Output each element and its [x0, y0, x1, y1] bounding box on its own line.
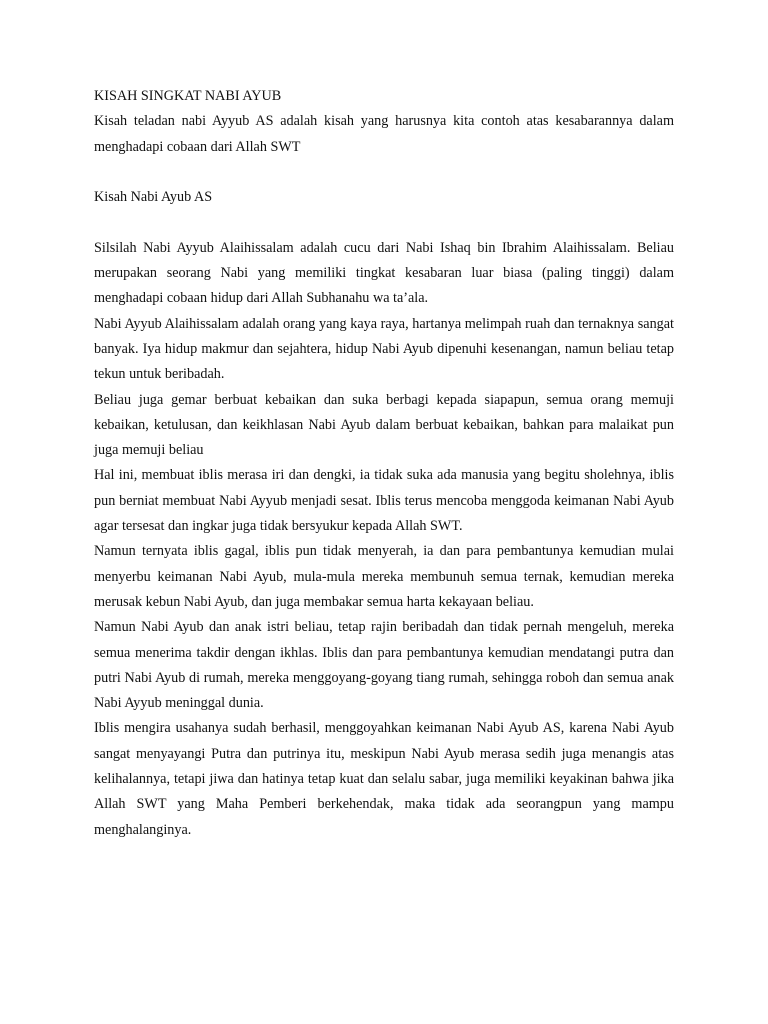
body-paragraph: Hal ini, membuat iblis merasa iri dan dengki, ia tidak suka ada manusia yang begitu sholehnya, iblis pun berniat membuat Nabi Ayyub menjadi sesat. Iblis terus mencoba menggoda keimanan Nabi Ayub agar tersesat dan ingkar juga tidak bersyukur kepada Allah SWT.: [94, 467, 674, 535]
blank-line: [94, 210, 674, 235]
body-paragraph: Beliau juga gemar berbuat kebaikan dan suka berbagi kepada siapapun, semua orang memuji kebaikan, ketulusan, dan keikhlasan Nabi Ayub dalam berbuat kebaikan, bahkan para malaikat pun juga memuji beliau: [94, 391, 674, 459]
body-paragraph: Nabi Ayyub Alaihissalam adalah orang yang kaya raya, hartanya melimpah ruah dan ternaknya sangat banyak. Iya hidup makmur dan sejahtera, hidup Nabi Ayub dipenuhi kesenangan, namun beliau tetap tekun untuk beribadah.: [94, 315, 674, 383]
blank-line: [94, 160, 674, 185]
body-paragraph: Namun Nabi Ayub dan anak istri beliau, tetap rajin beribadah dan tidak pernah mengeluh, mereka semua menerima takdir dengan ikhlas. Iblis dan para pembantunya kemudian mendatangi putra dan putri Nabi Ayub di rumah, mereka menggoyang-goyang tiang rumah, sehingga roboh dan semua anak Nabi Ayyub meninggal dunia.: [94, 619, 674, 712]
body-paragraph: Silsilah Nabi Ayyub Alaihissalam adalah cucu dari Nabi Ishaq bin Ibrahim Alaihissalam. Beliau merupakan seorang Nabi yang memiliki tingkat kesabaran luar biasa (paling tinggi) dalam menghadapi cobaan hidup dari Allah Subhanahu wa ta’ala.: [94, 239, 674, 307]
body-paragraph: Iblis mengira usahanya sudah berhasil, menggoyahkan keimanan Nabi Ayub AS, karena Nabi Ayub sangat menyayangi Putra dan putrinya itu, meskipun Nabi Ayub merasa sedih juga menangis atas kelihalannya, tetapi jiwa dan hatinya tetap kuat dan selalu sabar, juga memiliki keyakinan bahwa jika Allah SWT yang Maha Pemberi berkehendak, maka tidak ada seorangpun yang mampu menghalanginya.: [94, 720, 674, 838]
document-title: KISAH SINGKAT NABI AYUB: [94, 88, 282, 104]
document-body: [94, 84, 674, 843]
body-paragraph: Namun ternyata iblis gagal, iblis pun tidak menyerah, ia dan para pembantunya kemudian mulai menyerbu keimanan Nabi Ayub, mula-mula mereka membunuh semua ternak, kemudian mereka merusak kebun Nabi Ayub, dan juga membakar semua harta kekayaan beliau.: [94, 543, 674, 610]
section-heading: Kisah Nabi Ayub AS: [94, 189, 213, 206]
intro-paragraph: Kisah teladan nabi Ayyub AS adalah kisah yang harusnya kita contoh atas kesabarannya dalam menghadapi cobaan dari Allah SWT: [94, 113, 674, 155]
